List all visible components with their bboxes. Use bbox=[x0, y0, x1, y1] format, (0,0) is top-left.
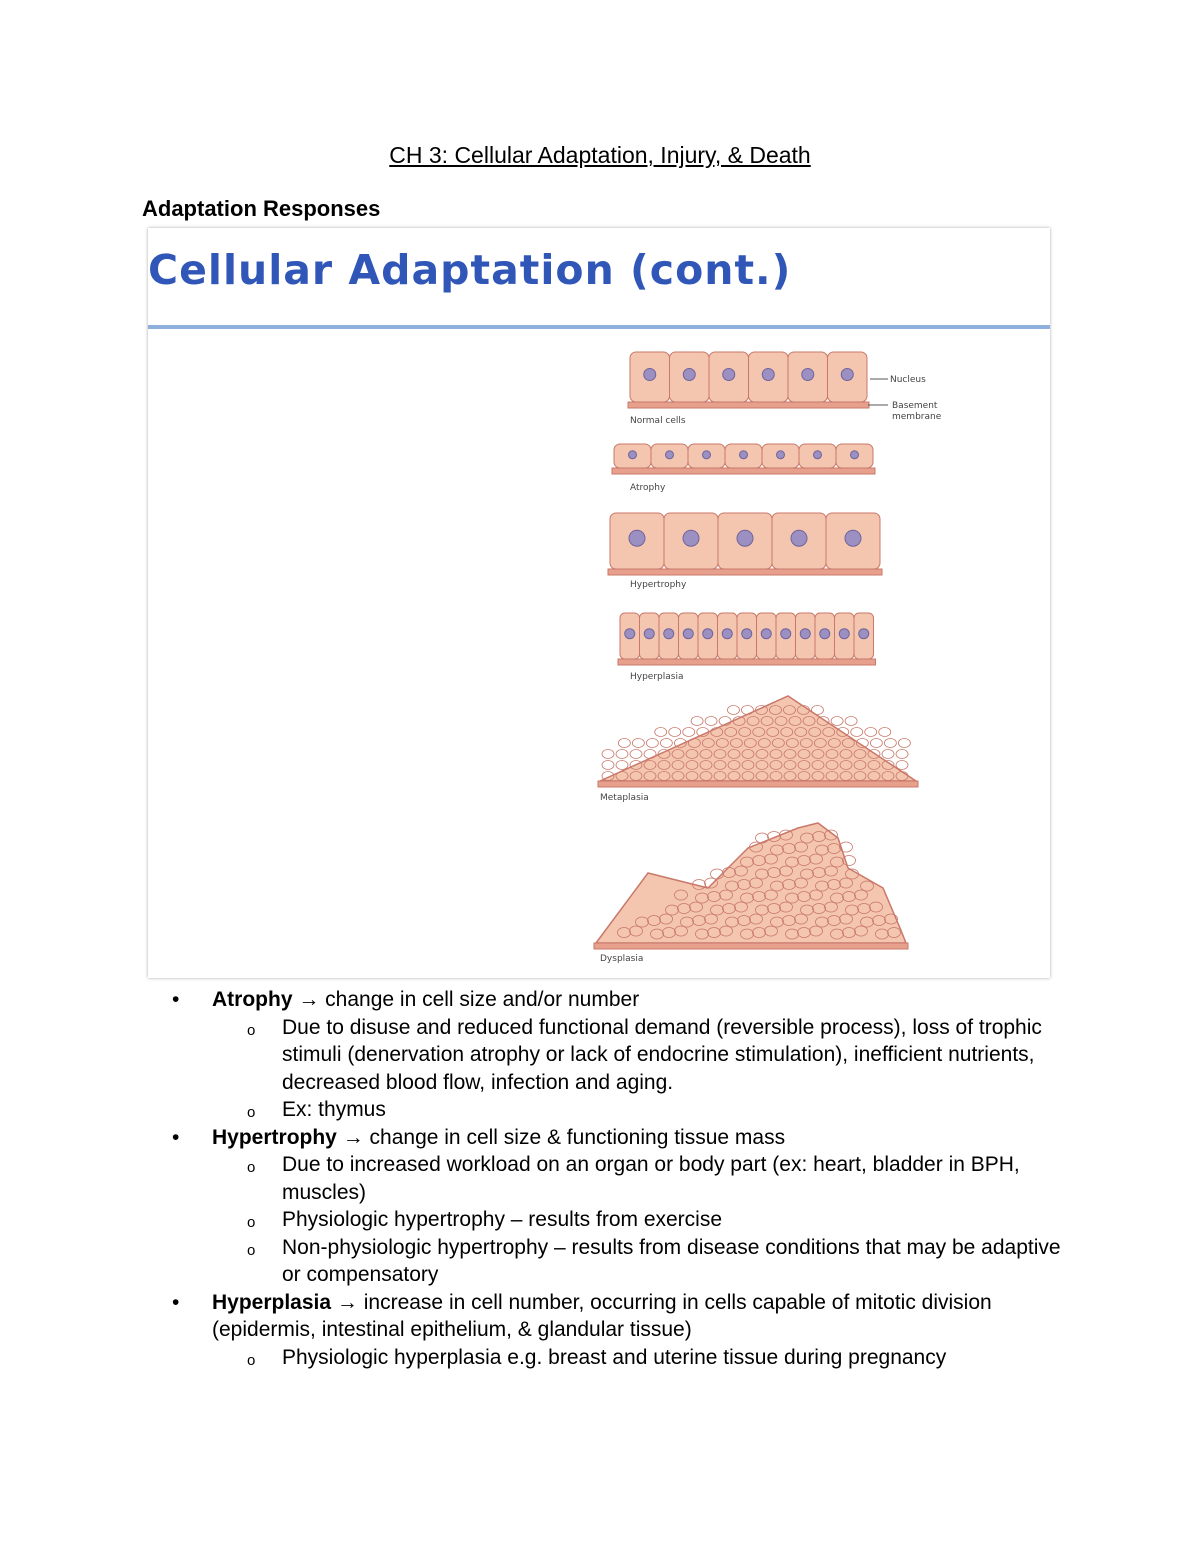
sub-bullet bbox=[0, 1234, 1072, 1289]
atrophy-membrane bbox=[612, 468, 875, 474]
bullet-hypertrophy bbox=[0, 1124, 1072, 1152]
dysplasia-mass bbox=[596, 823, 906, 943]
metaplasia-cell bbox=[618, 739, 630, 748]
hyperplasia-nucleus bbox=[683, 629, 693, 639]
cell-adaptation-figure bbox=[148, 228, 1050, 978]
metaplasia-cell bbox=[644, 750, 656, 759]
metaplasia-cell bbox=[602, 761, 614, 770]
label-normal-cells: Normal cells bbox=[630, 416, 686, 426]
sub-bullet-text: Physiologic hyperplasia e.g. breast and uterine tissue during pregnancy bbox=[282, 1345, 947, 1369]
sub-bullet bbox=[0, 1206, 1072, 1234]
metaplasia-cell bbox=[870, 739, 882, 748]
metaplasia-cell bbox=[865, 728, 877, 737]
term-hypertrophy: Hypertrophy bbox=[212, 1125, 337, 1149]
metaplasia-membrane bbox=[598, 781, 918, 787]
normal-nucleus bbox=[683, 369, 695, 381]
hyperplasia-nucleus bbox=[781, 629, 791, 639]
hyperplasia-nucleus bbox=[800, 629, 810, 639]
atrophy-nucleus bbox=[666, 451, 674, 459]
hypertrophy-nucleus bbox=[737, 530, 753, 546]
document-title: CH 3: Cellular Adaptation, Injury, & Death bbox=[389, 142, 811, 168]
metaplasia-cell bbox=[741, 706, 753, 715]
bullet-dot: • bbox=[172, 1125, 180, 1149]
metaplasia-cell bbox=[898, 739, 910, 748]
normal-membrane bbox=[628, 402, 869, 408]
bullet-list bbox=[0, 986, 1200, 1371]
hyperplasia-nucleus bbox=[859, 629, 869, 639]
metaplasia-cell bbox=[632, 739, 644, 748]
sub-bullet-dot: o bbox=[247, 1351, 256, 1369]
sub-bullet bbox=[0, 1151, 1072, 1206]
sub-bullet-text: Due to disuse and reduced functional demand (reversible process), loss of trophic stimuli (denervation atrophy or lack of endocrine stimulation), inefficient nutrients, decreased blood flow, infection and aging. bbox=[282, 1015, 1042, 1094]
metaplasia-cell bbox=[831, 717, 843, 726]
label-membrane: membrane bbox=[892, 412, 942, 422]
hyperplasia-nucleus bbox=[839, 629, 849, 639]
normal-nucleus bbox=[723, 369, 735, 381]
sub-bullet bbox=[0, 1014, 1072, 1097]
normal-nucleus bbox=[644, 369, 656, 381]
metaplasia-cell bbox=[616, 750, 628, 759]
sub-bullet-dot: o bbox=[247, 1214, 256, 1231]
slide-title: Cellular Adaptation (cont.) bbox=[148, 246, 792, 294]
metaplasia-cell bbox=[811, 706, 823, 715]
metaplasia-cell bbox=[630, 750, 642, 759]
metaplasia-cell bbox=[896, 761, 908, 770]
term-atrophy: Atrophy bbox=[212, 988, 293, 1011]
sub-bullet-text: Ex: thymus bbox=[282, 1098, 386, 1121]
dysplasia-membrane bbox=[594, 943, 908, 949]
hyperplasia-definition: → increase in cell number, occurring in cells capable of mitotic division (epidermis, intestinal epithelium, & glandular tissue) bbox=[212, 1290, 992, 1341]
metaplasia-cell bbox=[646, 739, 658, 748]
bullet-dot: • bbox=[172, 988, 180, 1011]
metaplasia-cell bbox=[879, 728, 891, 737]
metaplasia-cell bbox=[884, 739, 896, 748]
metaplasia-cell bbox=[616, 761, 628, 770]
hyperplasia-nucleus bbox=[742, 629, 752, 639]
metaplasia-cell bbox=[691, 717, 703, 726]
hypertrophy-definition: → change in cell size & functioning tissue mass bbox=[336, 1125, 786, 1149]
metaplasia-cell bbox=[845, 717, 857, 726]
hyperplasia-nucleus bbox=[664, 629, 674, 639]
sub-bullet-text: Due to increased workload on an organ or body part (ex: heart, bladder in BPH, muscles) bbox=[282, 1153, 1020, 1204]
label-hyperplasia: Hyperplasia bbox=[630, 672, 684, 682]
label-hypertrophy: Hypertrophy bbox=[630, 580, 687, 590]
label-atrophy: Atrophy bbox=[630, 483, 666, 493]
hyperplasia-nucleus bbox=[644, 629, 654, 639]
label-basement: Basement bbox=[892, 401, 938, 411]
sub-bullet-dot: o bbox=[247, 1241, 256, 1259]
sub-bullet-dot: o bbox=[247, 1104, 256, 1121]
label-metaplasia: Metaplasia bbox=[600, 793, 649, 803]
sub-bullet-text: Physiologic hypertrophy – results from exercise bbox=[282, 1208, 723, 1231]
atrophy-nucleus bbox=[740, 451, 748, 459]
bullet-dot: • bbox=[172, 1290, 180, 1314]
hyperplasia-nucleus bbox=[820, 629, 830, 639]
normal-nucleus bbox=[802, 369, 814, 381]
metaplasia-cell bbox=[602, 750, 614, 759]
sub-bullet-dot: o bbox=[247, 1159, 256, 1176]
atrophy-nucleus bbox=[629, 451, 637, 459]
slide-image bbox=[148, 228, 1050, 978]
sub-bullet-text: Non-physiologic hypertrophy – results from disease conditions that may be adaptive or compensatory bbox=[282, 1235, 1061, 1286]
hyperplasia-nucleus bbox=[761, 629, 771, 639]
bullet-hyperplasia bbox=[0, 1289, 1072, 1344]
metaplasia-cell bbox=[660, 739, 672, 748]
hyperplasia-nucleus bbox=[625, 629, 635, 639]
sub-bullet bbox=[0, 1344, 1072, 1372]
hypertrophy-membrane bbox=[608, 569, 882, 575]
normal-nucleus bbox=[762, 369, 774, 381]
metaplasia-cell bbox=[727, 706, 739, 715]
metaplasia-cell bbox=[655, 728, 667, 737]
normal-nucleus bbox=[841, 369, 853, 381]
hypertrophy-nucleus bbox=[629, 530, 645, 546]
hypertrophy-nucleus bbox=[683, 530, 699, 546]
term-hyperplasia: Hyperplasia bbox=[212, 1290, 332, 1314]
atrophy-nucleus bbox=[814, 451, 822, 459]
atrophy-nucleus bbox=[851, 451, 859, 459]
atrophy-nucleus bbox=[703, 451, 711, 459]
metaplasia-cell bbox=[851, 728, 863, 737]
metaplasia-cell bbox=[705, 717, 717, 726]
label-nucleus: Nucleus bbox=[890, 375, 926, 385]
hyperplasia-nucleus bbox=[703, 629, 713, 639]
section-heading: Adaptation Responses bbox=[142, 196, 381, 221]
dysplasia-cell bbox=[756, 833, 769, 843]
bullet-atrophy bbox=[0, 986, 1072, 1014]
hyperplasia-nucleus bbox=[722, 629, 732, 639]
sub-bullet bbox=[0, 1096, 1072, 1124]
metaplasia-cell bbox=[896, 750, 908, 759]
label-dysplasia: Dysplasia bbox=[600, 954, 644, 964]
metaplasia-cell bbox=[669, 728, 681, 737]
hyperplasia-membrane bbox=[618, 659, 876, 665]
atrophy-nucleus bbox=[777, 451, 785, 459]
hypertrophy-nucleus bbox=[791, 530, 807, 546]
metaplasia-cell bbox=[683, 728, 695, 737]
atrophy-definition: → change in cell size and/or number bbox=[292, 988, 640, 1011]
hypertrophy-nucleus bbox=[845, 530, 861, 546]
sub-bullet-dot: o bbox=[247, 1021, 256, 1039]
metaplasia-cell bbox=[882, 750, 894, 759]
